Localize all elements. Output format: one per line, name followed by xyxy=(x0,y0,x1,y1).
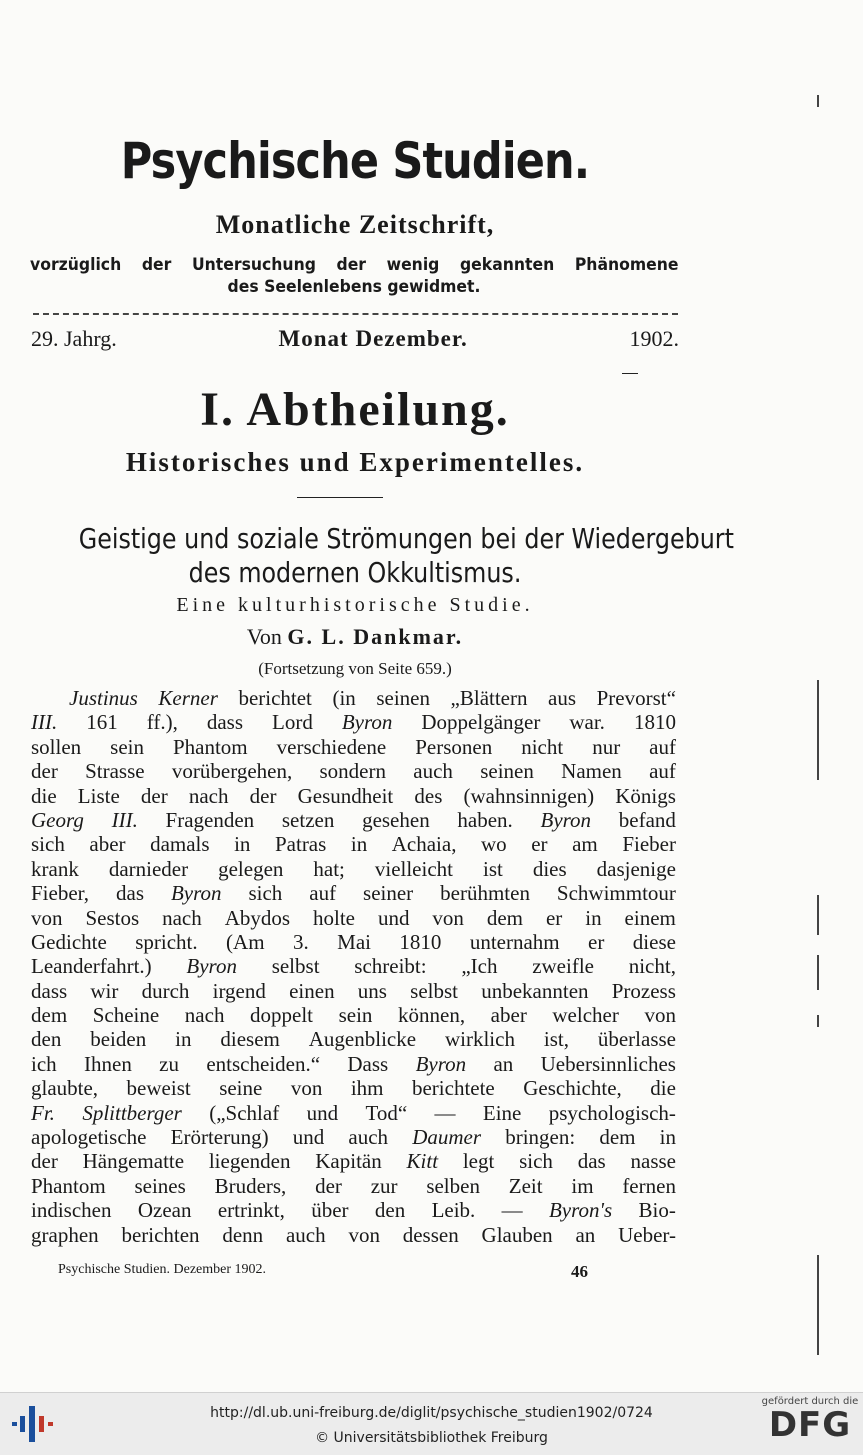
body-word: von xyxy=(290,1076,323,1101)
body-word: Mai xyxy=(337,929,371,954)
body-line xyxy=(31,808,676,832)
body-word: fernen xyxy=(622,1173,676,1198)
body-word: liegenden xyxy=(208,1149,291,1174)
body-line xyxy=(31,881,676,905)
body-line xyxy=(31,857,676,881)
body-word: „Ich xyxy=(461,954,498,979)
body-word: er xyxy=(531,832,548,857)
journal-title: Psychische Studien. xyxy=(120,132,590,190)
body-word: Glauben xyxy=(481,1222,553,1247)
body-word: Erörterung) xyxy=(170,1125,269,1150)
tagline-word: wenig xyxy=(386,255,440,275)
body-word: dies xyxy=(532,856,567,881)
body-word: den xyxy=(31,1027,62,1052)
body-word: der xyxy=(140,783,168,808)
body-word: haben. xyxy=(457,807,513,832)
body-line xyxy=(31,710,676,734)
body-word: in xyxy=(659,1125,676,1150)
journal-subtitle: Monatliche Zeitschrift, xyxy=(215,210,495,239)
body-word: Uebersinnliches xyxy=(540,1051,676,1076)
body-line xyxy=(31,1003,676,1027)
body-word: einen xyxy=(289,978,335,1003)
body-word: Augenblicke xyxy=(308,1027,417,1052)
body-word: Bio- xyxy=(638,1198,676,1223)
body-word: (in xyxy=(332,686,356,710)
body-word: berichtet xyxy=(238,686,312,710)
year-label: 1902. xyxy=(629,326,679,351)
tagline-word: Untersuchung xyxy=(191,255,316,275)
body-word: — xyxy=(434,1100,456,1125)
body-line xyxy=(31,832,676,856)
body-word: auch xyxy=(413,759,453,784)
body-word: Dass xyxy=(347,1051,389,1076)
body-word: auf xyxy=(649,734,676,759)
body-word: Abydos xyxy=(224,905,291,930)
body-word: verschiedene xyxy=(276,734,387,759)
body-word: (Am xyxy=(226,929,265,954)
body-word: wo xyxy=(481,832,507,857)
journal-tagline-line1 xyxy=(30,255,679,275)
body-word: über xyxy=(311,1198,349,1223)
body-word: Achaia, xyxy=(391,832,457,857)
body-word: entscheiden.“ xyxy=(206,1051,321,1076)
body-word: Byron's xyxy=(548,1198,613,1223)
body-word: sich xyxy=(31,832,65,857)
body-word: krank xyxy=(31,856,79,881)
body-word: ist xyxy=(482,856,503,881)
tagline-word: Phänomene xyxy=(574,255,679,275)
body-word: Zeit xyxy=(508,1173,543,1198)
body-word: Fieber, xyxy=(31,881,90,906)
body-word: Leanderfahrt.) xyxy=(31,954,152,979)
body-word: Bruders, xyxy=(214,1173,287,1198)
byline xyxy=(0,624,710,650)
body-word: 1810 xyxy=(399,929,442,954)
tagline-word: gekannten xyxy=(459,255,555,275)
body-line xyxy=(31,735,676,759)
body-word: wirklich xyxy=(444,1027,515,1052)
body-word: sollen xyxy=(31,734,82,759)
body-word: durch xyxy=(141,978,190,1003)
body-word: die xyxy=(31,783,57,808)
body-word: Byron xyxy=(341,710,393,735)
page-edge-mark xyxy=(817,955,819,990)
body-word: Splittberger xyxy=(82,1100,182,1125)
body-word: Gesundheit xyxy=(297,783,394,808)
body-word: sein xyxy=(110,734,144,759)
body-word: irgend xyxy=(212,978,266,1003)
body-word: Ueber- xyxy=(618,1222,676,1247)
body-word: Fragenden xyxy=(165,807,255,832)
page-number: 46 xyxy=(571,1262,588,1281)
body-line xyxy=(31,906,676,930)
body-word: vielleicht xyxy=(374,856,453,881)
body-word: 1810 xyxy=(633,710,676,735)
body-word: ff.), xyxy=(146,710,178,735)
body-word: in xyxy=(350,832,368,857)
body-word: unbekannten xyxy=(481,978,589,1003)
body-word: dass xyxy=(206,710,244,735)
body-word: von xyxy=(31,905,63,930)
body-word: diesem xyxy=(220,1027,280,1052)
body-word: nasse xyxy=(630,1149,676,1174)
body-word: seine xyxy=(219,1076,263,1101)
body-word: ich xyxy=(31,1051,57,1076)
tagline-word: vorzüglich xyxy=(30,255,122,275)
body-word: nur xyxy=(592,734,621,759)
body-word: und xyxy=(377,905,410,930)
body-word: Sestos xyxy=(85,905,140,930)
body-word: Prozess xyxy=(611,978,676,1003)
month-label: Monat Dezember. xyxy=(278,326,468,351)
volume-label: 29. Jahrg. xyxy=(31,326,117,351)
article-title-line1: Geistige und soziale Strömungen bei der Wiedergeburt xyxy=(78,522,734,555)
body-word: auch xyxy=(348,1125,389,1150)
section-subtitle: Historisches und Experimentelles. xyxy=(125,447,585,477)
body-word: dessen xyxy=(402,1222,459,1247)
body-word: wir xyxy=(90,978,119,1003)
body-word: Byron xyxy=(186,954,237,979)
body-word: Ihnen xyxy=(84,1051,132,1076)
body-word: spricht. xyxy=(135,929,198,954)
body-word: an xyxy=(575,1222,596,1247)
body-word: nicht, xyxy=(628,954,676,979)
journal-tagline-line2: des Seelenlebens gewidmet. xyxy=(227,277,481,297)
body-word: Personen xyxy=(415,734,493,759)
body-word: dem xyxy=(599,1125,636,1150)
page-footer xyxy=(58,1262,588,1282)
footer-journal: Psychische Studien. Dezember 1902. xyxy=(58,1262,267,1277)
dateline xyxy=(31,326,679,352)
body-word: zu xyxy=(159,1051,179,1076)
body-word: Kitt xyxy=(406,1149,439,1174)
body-word: Doppelgänger xyxy=(421,710,541,735)
body-word: seinen xyxy=(376,686,430,710)
body-word: Georg xyxy=(31,807,84,832)
body-word: beweist xyxy=(126,1076,191,1101)
body-word: seines xyxy=(134,1173,186,1198)
page-edge-mark xyxy=(817,1255,819,1355)
body-word: III. xyxy=(31,710,58,735)
body-word: legt xyxy=(462,1149,495,1174)
body-word: sondern xyxy=(319,759,386,784)
body-word: nach xyxy=(162,905,202,930)
body-word: Schwimmtour xyxy=(556,881,676,906)
body-line xyxy=(31,954,676,978)
body-word: graphen xyxy=(31,1222,99,1247)
body-word: ihm xyxy=(350,1076,384,1101)
body-word: Fr. xyxy=(31,1100,55,1125)
byline-von: Von xyxy=(246,624,282,649)
body-word: „Blättern xyxy=(450,686,528,710)
body-word: Patras xyxy=(274,832,327,857)
body-word: ist, xyxy=(543,1027,569,1052)
body-word: an xyxy=(493,1051,514,1076)
body-word: am xyxy=(572,832,598,857)
body-word: beiden xyxy=(90,1027,147,1052)
body-word: Byron xyxy=(170,881,222,906)
body-line xyxy=(31,1076,676,1100)
body-word: Königs xyxy=(615,783,676,808)
body-word: auf xyxy=(309,881,337,906)
body-line xyxy=(31,1223,676,1247)
body-word: in xyxy=(175,1027,192,1052)
body-word: die xyxy=(650,1076,676,1101)
body-word: Liste xyxy=(77,783,120,808)
body-line xyxy=(31,1174,676,1198)
body-word: einem xyxy=(624,905,676,930)
body-word: schreibt: xyxy=(354,954,427,979)
body-word: zweifle xyxy=(532,954,594,979)
body-word: Tod“ xyxy=(365,1100,408,1125)
body-word: ertrinkt, xyxy=(217,1198,285,1223)
body-word: und xyxy=(306,1100,339,1125)
body-word: in xyxy=(234,832,251,857)
body-line xyxy=(31,1052,676,1076)
body-word: den xyxy=(374,1198,406,1223)
body-word: nach xyxy=(188,783,229,808)
header-divider xyxy=(33,313,678,315)
tagline-word: der xyxy=(336,255,367,275)
body-word: der xyxy=(315,1173,342,1198)
body-word: überlasse xyxy=(597,1027,676,1052)
body-word: von xyxy=(644,1003,676,1028)
body-word: berühmten xyxy=(440,881,530,906)
page-edge-mark xyxy=(817,1015,819,1027)
body-line xyxy=(31,1027,676,1051)
body-word: Leib. xyxy=(431,1198,476,1223)
body-word: Phantom xyxy=(172,734,248,759)
body-word: hat; xyxy=(313,856,345,881)
body-word: Lord xyxy=(272,710,313,735)
body-word: Gedichte xyxy=(31,929,107,954)
page-edge-mark xyxy=(817,680,819,780)
dfg-wordmark: DFG xyxy=(768,1405,852,1445)
body-word: selbst xyxy=(410,978,459,1003)
body-word: Hängematte xyxy=(82,1149,185,1174)
article-title-line2: des modernen Okkultismus. xyxy=(188,556,522,589)
body-word: auch xyxy=(285,1222,326,1247)
body-word: apologetische xyxy=(31,1125,147,1150)
body-word: dasjenige xyxy=(596,856,676,881)
page-url-link[interactable]: http://dl.ub.uni-freiburg.de/diglit/psychische_studien1902/0724 xyxy=(210,1405,653,1421)
body-word: unternahm xyxy=(469,929,560,954)
body-word: von xyxy=(348,1222,380,1247)
body-word: gelegen xyxy=(218,856,284,881)
body-word: (wahnsinnigen) xyxy=(463,783,595,808)
body-word: denn xyxy=(222,1222,264,1247)
section-title: I. Abtheilung. xyxy=(200,383,510,436)
body-line xyxy=(31,1125,676,1149)
body-word: aber xyxy=(89,832,126,857)
body-word: indischen xyxy=(31,1198,112,1223)
body-word: nicht xyxy=(521,734,564,759)
body-word: doppelt xyxy=(250,1003,314,1028)
body-word: und xyxy=(292,1125,325,1150)
body-word: berichtete xyxy=(411,1076,495,1101)
body-word: holte xyxy=(313,905,355,930)
body-word: Kapitän xyxy=(315,1149,382,1174)
body-word: psychologisch- xyxy=(548,1100,676,1125)
body-word: Justinus xyxy=(69,686,138,710)
body-line xyxy=(31,930,676,954)
body-word: III. xyxy=(111,807,138,832)
body-line xyxy=(31,784,676,808)
body-word: Eine xyxy=(482,1100,522,1125)
body-word: Geschichte, xyxy=(523,1076,622,1101)
body-word: befand xyxy=(618,807,676,832)
body-word: glaubte, xyxy=(31,1076,99,1101)
body-word: dem xyxy=(31,1003,68,1028)
body-word: der xyxy=(249,783,277,808)
body-word: Byron xyxy=(415,1051,467,1076)
body-line xyxy=(31,979,676,1003)
section-divider xyxy=(297,497,383,498)
body-word: — xyxy=(501,1198,523,1223)
body-word: der xyxy=(31,1149,58,1174)
body-word: Ozean xyxy=(137,1198,192,1223)
body-word: welcher xyxy=(552,1003,619,1028)
dateline-tick xyxy=(622,373,638,374)
body-word: sein xyxy=(338,1003,373,1028)
body-word: gesehen xyxy=(362,807,430,832)
body-word: Strasse xyxy=(85,759,145,784)
body-word: zur xyxy=(370,1173,398,1198)
body-line xyxy=(31,1149,676,1173)
body-word: damals xyxy=(150,832,210,857)
tagline-word: der xyxy=(141,255,172,275)
body-word: sich xyxy=(519,1149,553,1174)
body-word: können, xyxy=(398,1003,466,1028)
body-word: aber xyxy=(490,1003,527,1028)
body-word: des xyxy=(414,783,443,808)
body-word: Fieber xyxy=(622,832,676,857)
page-edge-mark xyxy=(817,95,819,107)
body-word: bringen: xyxy=(505,1125,576,1150)
body-word: darnieder xyxy=(108,856,189,881)
body-word: Scheine xyxy=(92,1003,160,1028)
body-word: 161 xyxy=(86,710,118,735)
body-word: aus xyxy=(548,686,577,710)
body-line xyxy=(31,759,676,783)
body-word: setzen xyxy=(281,807,335,832)
body-word: („Schlaf xyxy=(209,1100,280,1125)
author-name: G. L. Dankmar. xyxy=(287,624,464,649)
body-word: in xyxy=(585,905,602,930)
body-line xyxy=(31,1101,676,1125)
body-word: uns xyxy=(357,978,387,1003)
body-word: Daumer xyxy=(412,1125,482,1150)
body-word: Byron xyxy=(540,807,592,832)
body-word: selbst xyxy=(271,954,320,979)
body-word: im xyxy=(571,1173,594,1198)
body-word: sich xyxy=(248,881,283,906)
body-word: Kerner xyxy=(158,686,218,710)
body-word: seiner xyxy=(363,881,414,906)
body-word: Namen xyxy=(561,759,622,784)
body-word: diese xyxy=(632,929,676,954)
body-word: das xyxy=(577,1149,606,1174)
body-word: vorübergehen, xyxy=(171,759,293,784)
body-word: der xyxy=(31,759,58,784)
body-word: seinen xyxy=(480,759,534,784)
body-text xyxy=(31,686,676,1247)
dfg-tagline: gefördert durch die xyxy=(761,1396,859,1407)
body-word: Prevorst“ xyxy=(596,686,676,710)
body-word: Phantom xyxy=(31,1173,106,1198)
body-word: berichten xyxy=(121,1222,200,1247)
dfg-logo xyxy=(760,1396,860,1452)
body-word: dem xyxy=(486,905,524,930)
body-line xyxy=(31,686,676,710)
body-word: auf xyxy=(649,759,676,784)
body-word: selben xyxy=(426,1173,480,1198)
article-kind: Eine kulturhistorische Studie. xyxy=(176,594,534,616)
body-line xyxy=(31,1198,676,1222)
body-word: von xyxy=(432,905,464,930)
body-word: nach xyxy=(184,1003,225,1028)
body-word: er xyxy=(588,929,605,954)
copyright-notice: © Universitätsbibliothek Freiburg xyxy=(315,1430,548,1446)
page-edge-mark xyxy=(817,895,819,935)
body-word: er xyxy=(545,905,563,930)
continuation-note: (Fortsetzung von Seite 659.) xyxy=(258,659,452,678)
body-word: dass xyxy=(31,978,68,1003)
body-word: war. xyxy=(569,710,605,735)
body-word: das xyxy=(116,881,145,906)
body-word: 3. xyxy=(292,929,309,954)
